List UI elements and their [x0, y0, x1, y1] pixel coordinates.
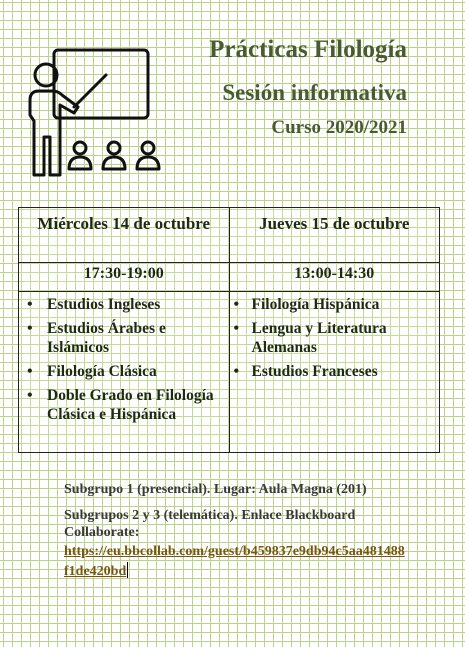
list-item: • Doble Grado en Filología Clásica e Hispánica	[19, 386, 229, 424]
day-header-wednesday: Miércoles 14 de octubre	[19, 208, 230, 263]
schedule-table	[18, 207, 440, 453]
programs-wednesday-cell	[19, 292, 230, 453]
link-text: https://eu.bbcollab.com/guest/b459837e9db94c5aa481488f1de420bd	[64, 544, 405, 579]
list-item: • Estudios Árabes e Islámicos	[19, 319, 229, 357]
list-item: • Filología Hispánica	[230, 295, 440, 314]
time-wednesday: 17:30-19:00	[19, 263, 230, 292]
subgroup-2-text: Subgrupos 2 y 3 (telemática). Enlace Blackboard Collaborate:	[64, 508, 356, 540]
blackboard-collaborate-link[interactable]	[64, 542, 409, 582]
session-info	[64, 481, 414, 582]
page-title: Prácticas Filología	[209, 36, 407, 63]
programs-thursday-list	[230, 295, 440, 381]
programs-wednesday-list	[19, 295, 229, 424]
subgroup-1-text: Subgrupo 1 (presencial). Lugar: Aula Magna (201)	[64, 482, 367, 497]
course-label: Curso 2020/2021	[271, 117, 407, 138]
text-cursor	[127, 562, 128, 578]
list-item: • Lengua y Literatura Alemanas	[230, 319, 440, 357]
programs-thursday-cell	[229, 292, 440, 453]
page-subtitle: Sesión informativa	[222, 80, 407, 105]
list-item: • Estudios Ingleses	[19, 295, 229, 314]
day-header-thursday: Jueves 15 de octubre	[229, 208, 440, 263]
teacher-presentation-icon	[22, 45, 172, 180]
list-item: • Filología Clásica	[19, 362, 229, 381]
list-item: • Estudios Franceses	[230, 362, 440, 381]
time-thursday: 13:00-14:30	[229, 263, 440, 292]
